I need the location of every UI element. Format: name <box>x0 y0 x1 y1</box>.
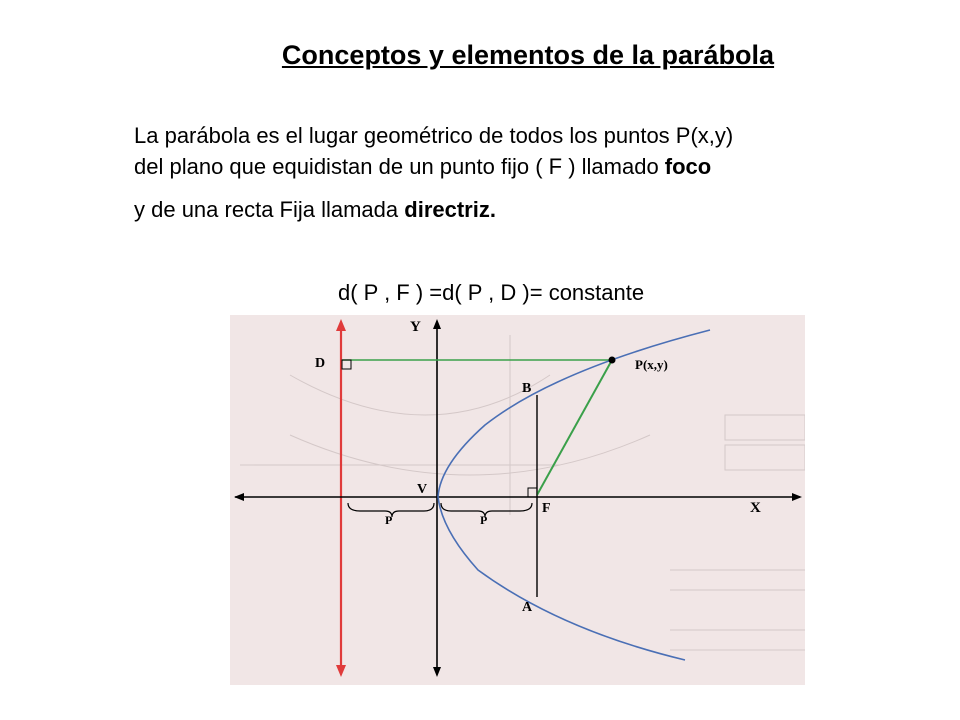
vertex-label: V <box>417 482 428 497</box>
directrix-line <box>336 319 346 677</box>
x-axis-label: X <box>750 500 761 516</box>
paragraph-line-2 <box>134 151 934 182</box>
d-point-label: D <box>315 356 326 371</box>
paragraph-line-1: La parábola es el lugar geométrico de todos los puntos P(x,y) <box>134 123 734 148</box>
paragraph-line-3-text: y de una recta Fija llamada <box>134 197 405 222</box>
paragraph-line-2-text: del plano que equidistan de un punto fijo ( F ) llamado <box>134 154 665 179</box>
distance-formula: d( P , F ) =d( P , D )= constante <box>338 280 645 305</box>
parabola-diagram <box>230 315 805 685</box>
point-p <box>609 357 616 364</box>
b-point-label: B <box>522 381 532 396</box>
p-to-f-segment <box>537 360 612 495</box>
y-axis <box>433 319 441 677</box>
directrix-term: directriz. <box>404 197 496 222</box>
slide-title: Conceptos y elementos de la parábola <box>281 40 775 70</box>
right-angle-f <box>528 488 537 497</box>
y-axis-label: Y <box>410 319 421 335</box>
definition-paragraph <box>134 120 934 225</box>
a-point-label: A <box>522 600 533 615</box>
x-axis <box>234 493 802 501</box>
focus-label: F <box>542 501 551 516</box>
parabola-curve <box>438 330 710 660</box>
p-point-label: P(x,y) <box>635 357 668 372</box>
p-left-label: P <box>385 513 393 527</box>
right-angle-d <box>342 360 351 369</box>
slide-title-wrap <box>0 40 960 71</box>
paragraph-line-3 <box>134 194 934 225</box>
parabola-figure <box>230 315 805 685</box>
p-right-label: P <box>480 513 488 527</box>
focus-term: foco <box>664 154 712 179</box>
